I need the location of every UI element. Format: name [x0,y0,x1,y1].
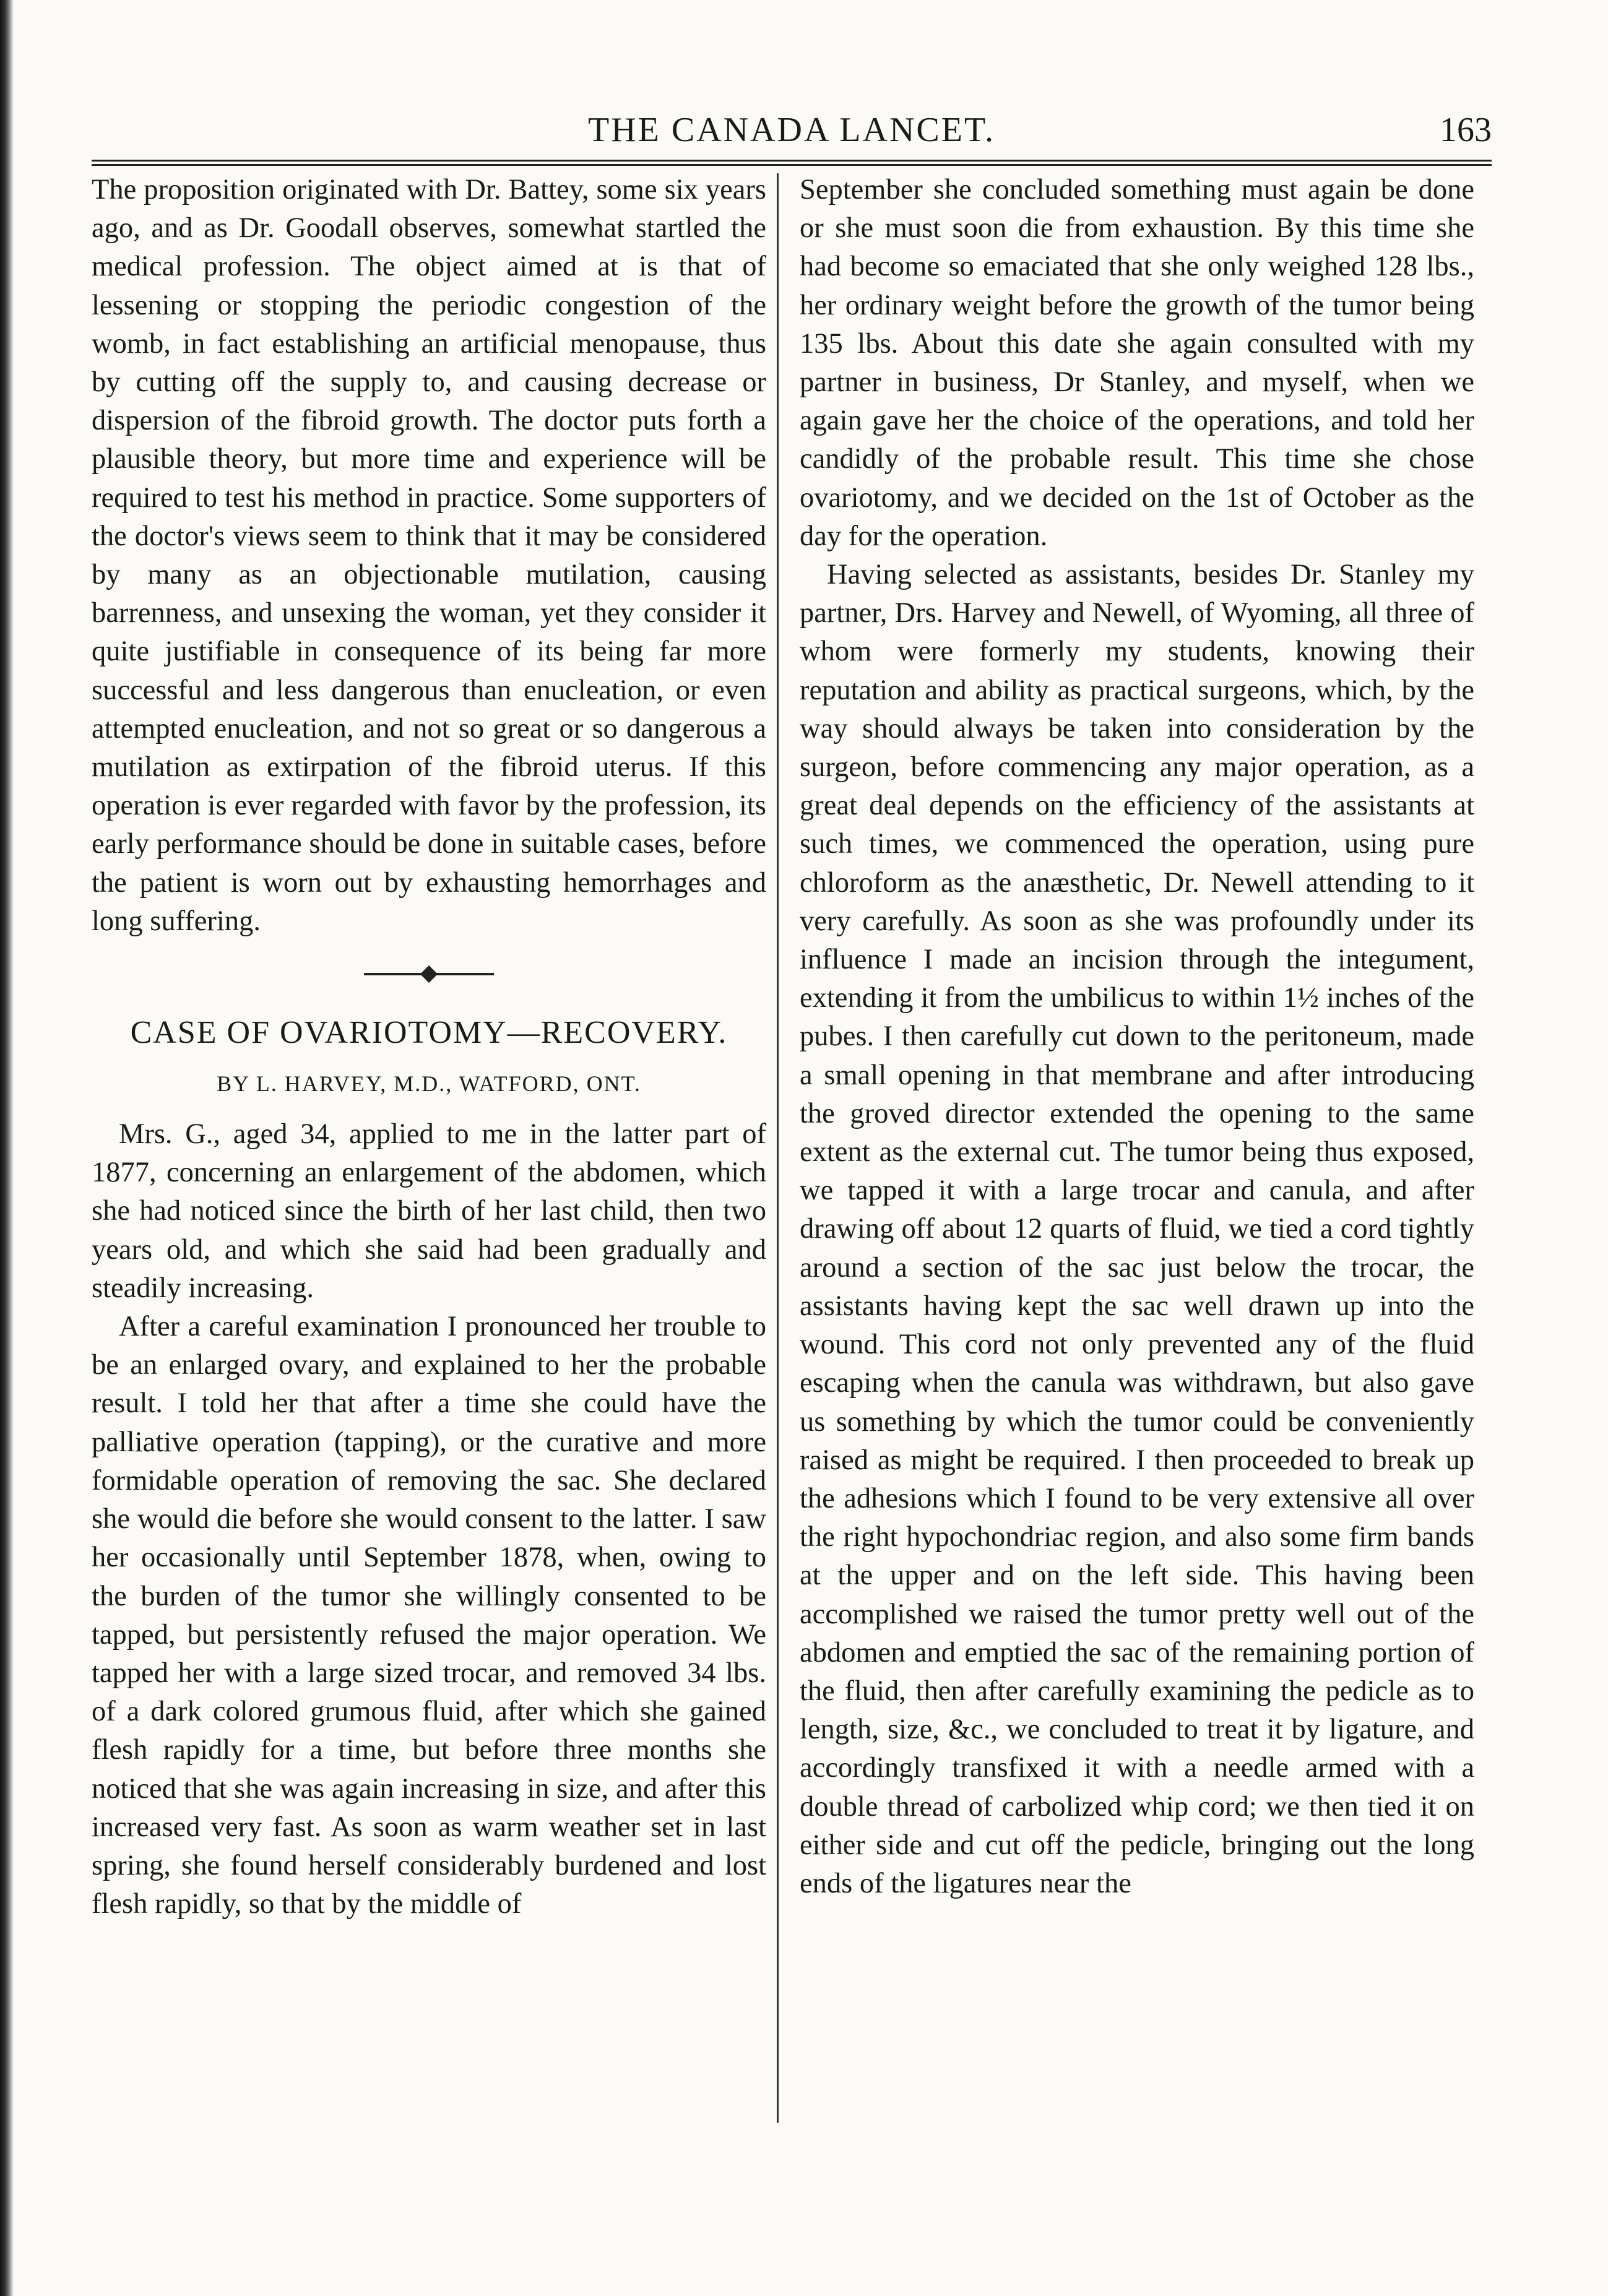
case-title: CASE OF OVARIOTOMY—RECOVERY. [130,1015,728,1051]
header-rule [92,160,1492,166]
left-paragraph-2: Mrs. G., aged 34, applied to me in the latter part of 1877, concerning an enlargement of the abdomen, which she had noticed since the birth of her last child, then two years old, and which she said had been gradually and steadily increasing. [92,1118,766,1304]
left-paragraph-3: After a careful examination I pronounced her trouble to be an enlarged ovary, and explained to her the probable result. I told her that after a time she could have the palliative operation (tapping), or the curative and more formidable operation of removing the sac. She declared she would die before she would consent to the latter. I saw her occasionally until September 1878, when, owing to the burden of the tumor she willingly consented to be tapped, but persistently refused the major operation. We tapped her with a large sized trocar, and removed 34 lbs. of a dark colored grumous fluid, after which she gained flesh rapidly for a time, but before three months she noticed that she was again increasing in size, and after this increased very fast. As soon as warm weather set in last spring, she found herself considerably burdened and lost flesh rapidly, so that by the middle of [92,1311,766,1920]
right-column [800,171,1474,2126]
right-paragraph-2: Having selected as assistants, besides Dr. Stanley my partner, Drs. Harvey and Newell, of Wyoming, all three of whom were formerly my students, knowing their reputation and ability as practical surgeons, which, by the way should always be taken into consideration by the surgeon, before commencing any major operation, as a great deal depends on the efficiency of the assistants at such times, we commenced the operation, using pure chloroform as the anæsthetic, Dr. Newell attending to it very carefully. As soon as she was profoundly under its influence I made an incision through the integument, extending it from the umbilicus to within 1½ inches of the pubes. I then carefully cut down to the peritoneum, made a small opening in that membrane and after introducing the groved director extended the opening to the same extent as the external cut. The tumor being thus exposed, we tapped it with a large trocar and canula, and after drawing off about 12 quarts of fluid, we tied a cord tightly around a section of the sac just below the trocar, the assistants having kept the sac well drawn up into the wound. This cord not only prevented any of the fluid escaping when the canula was withdrawn, but also gave us something by which the tumor could be conveniently raised as might be required. I then proceeded to break up the adhesions which I found to be very extensive all over the right hypochondriac region, and also some firm bands at the upper and on the left side. This having been accomplished we raised the tumor pretty well out of the abdomen and emptied the sac of the remaining portion of the fluid, then after carefully examining the pedicle as to length, size, &c., we concluded to treat it by ligature, and accordingly transfixed it with a needle armed with a double thread of carbolized whip cord; we then tied it on either side and cut off the pedicle, bringing out the long ends of the ligatures near the [800,559,1474,1899]
column-divider [777,173,779,2123]
left-paragraph-1: The proposition originated with Dr. Battey, some six years ago, and as Dr. Goodall observes, somewhat startled the medical profession. The object aimed at is that of lessening or stopping the periodic congestion of the womb, in fact establishing an artificial menopause, thus by cutting off the supply to, and causing decrease or dispersion of the fibroid growth. The doctor puts forth a plausible theory, but more time and experience will be required to test his method in practice. Some supporters of the doctor's views seem to think that it may be considered by many as an objectionable mutilation, causing barrenness, and unsexing the woman, yet they consider it quite justifiable in consequence of its being far more successful and less dangerous than enucleation, or even attempted enucleation, and not so great or so dangerous a mutilation as extirpation of the fibroid uterus. If this operation is ever regarded with favor by the profession, its early performance should be done in suitable cases, before the patient is worn out by exhausting hemorrhages and long suffering. [92,174,766,937]
running-head [92,105,1492,155]
right-paragraph-1: September she concluded something must again be done or she must soon die from exhaustion. By this time she had become so emaciated that she only weighed 128 lbs., her ordinary weight before the growth of the tumor being 135 lbs. About this date she again consulted with my partner in business, Dr Stanley, and myself, when we again gave her the choice of the operations, and told her candidly of the probable result. This time she chose ovariotomy, and we decided on the 1st of October as the day for the operation. [800,174,1474,552]
binding-edge-shadow [0,0,14,2296]
page-number: 163 [1440,111,1492,149]
left-column [92,171,766,2126]
author-byline: BY L. HARVEY, M.D., WATFORD, ONT. [217,1071,641,1097]
journal-title: THE CANADA LANCET. [587,111,996,149]
section-ornament [364,973,494,975]
